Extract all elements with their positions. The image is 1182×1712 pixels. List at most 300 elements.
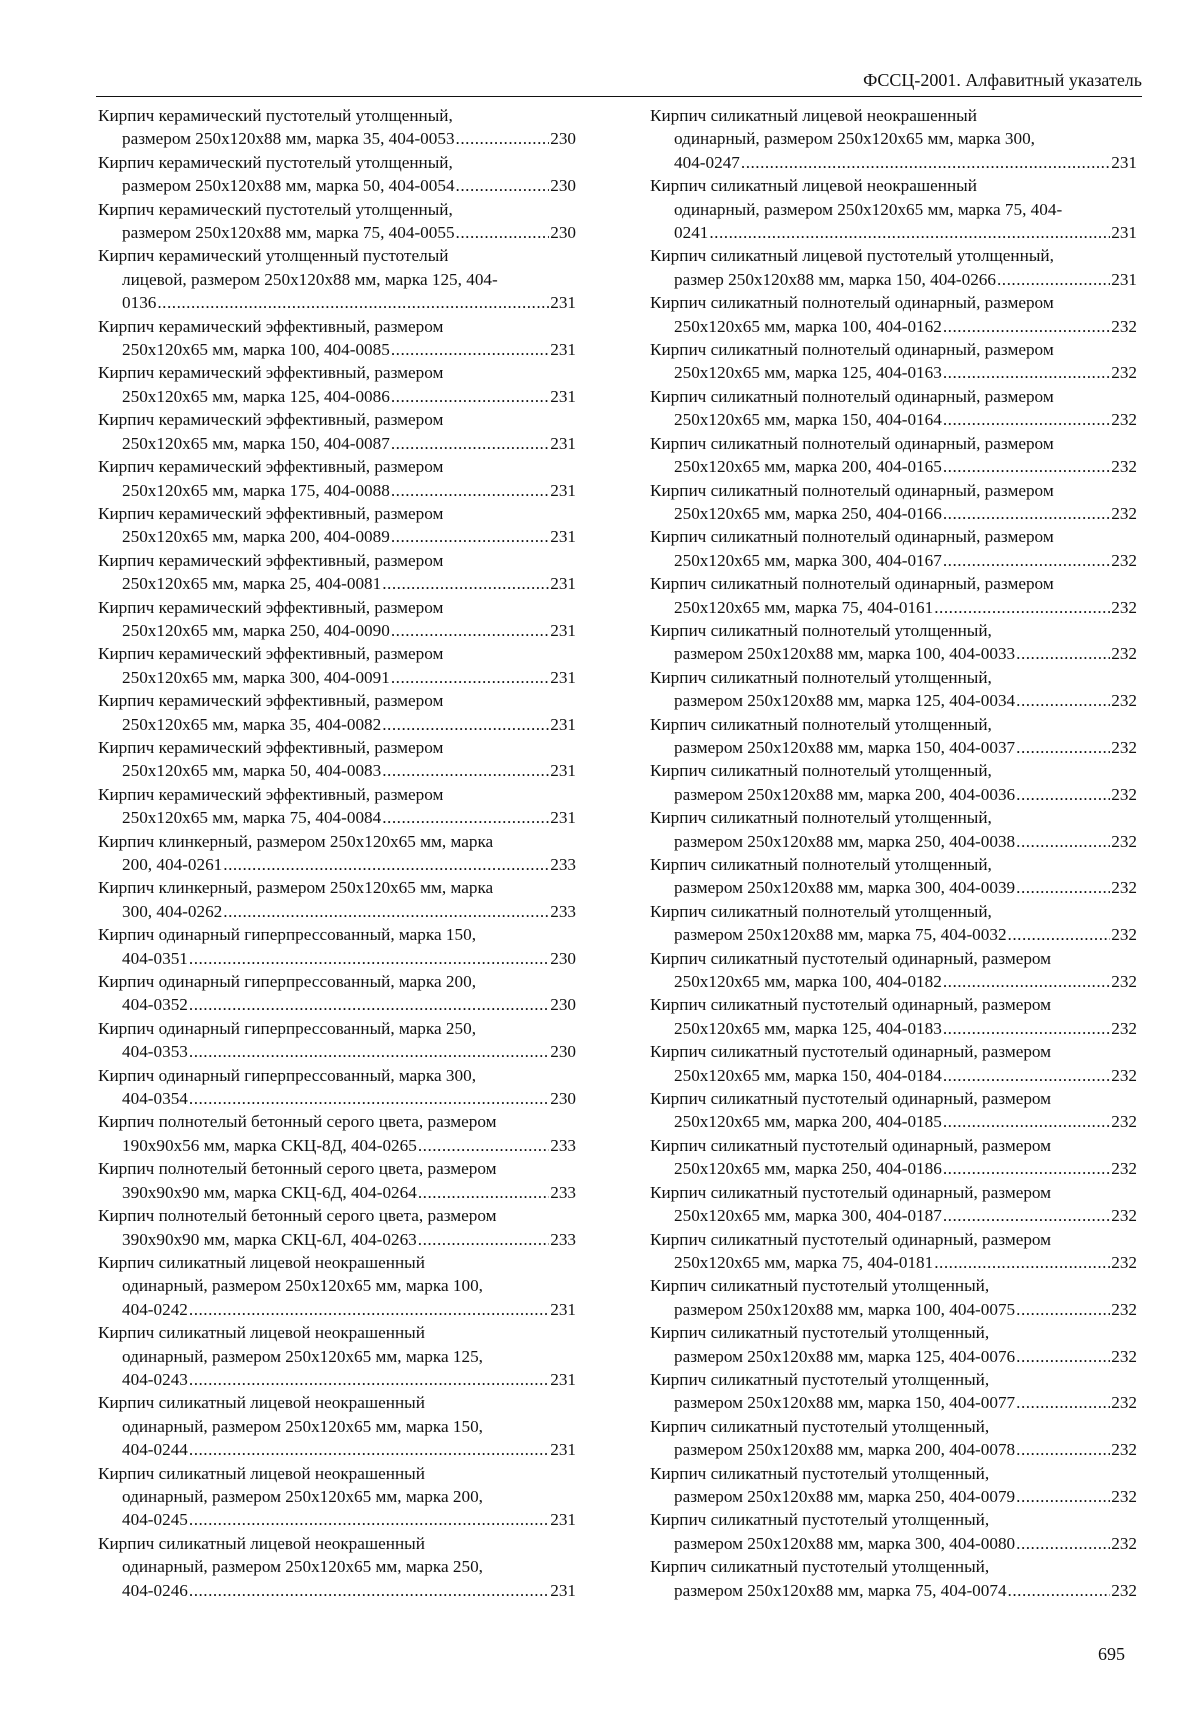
dot-leader xyxy=(189,1040,549,1063)
dot-leader xyxy=(189,993,549,1016)
entry-code: 404-0246 xyxy=(122,1580,188,1600)
entry-title: Кирпич керамический пустотелый утолщенный, xyxy=(98,199,453,219)
entry-details: 250х120х65 мм, марка 125, 404-0086 xyxy=(122,386,390,406)
entry-title: Кирпич одинарный гиперпрессованный, марка 150, xyxy=(98,925,476,945)
entry-code: 404-0244 xyxy=(122,1440,188,1460)
entry-details: 250х120х65 мм, марка 125, 404-0183 xyxy=(674,1018,942,1038)
entry-title: Кирпич силикатный пустотелый одинарный, размером xyxy=(650,1135,1052,1155)
index-entry xyxy=(98,923,576,970)
entry-details: 250х120х65 мм, марка 175, 404-0088 xyxy=(122,480,390,500)
index-entry xyxy=(650,759,1137,806)
entry-page-number: 232 xyxy=(1111,1206,1137,1226)
entry-details: 250х120х65 мм, марка 75, 404-0181 xyxy=(674,1252,934,1272)
entry-details: одинарный, размером 250х120х65 мм, марка 200, xyxy=(122,1486,483,1506)
index-entry xyxy=(650,947,1137,994)
dot-leader xyxy=(456,127,550,150)
dot-leader xyxy=(391,385,549,408)
dot-leader xyxy=(1016,1485,1110,1508)
entry-details: 250х120х65 мм, марка 250, 404-0166 xyxy=(674,503,942,523)
entry-details: размером 250х120х88 мм, марка 200, 404-0078 xyxy=(674,1440,1016,1460)
index-entry xyxy=(98,970,576,1017)
entry-details: 250х120х65 мм, марка 200, 404-0165 xyxy=(674,457,942,477)
entry-details: размером 250х120х88 мм, марка 75, 404-0032 xyxy=(674,925,1007,945)
entry-code: 0241 xyxy=(674,223,709,243)
entry-page-number: 232 xyxy=(1111,410,1137,430)
dot-leader xyxy=(1008,923,1111,946)
entry-page-number: 231 xyxy=(1111,152,1137,172)
dot-leader xyxy=(1016,689,1110,712)
entry-title: Кирпич силикатный пустотелый утолщенный, xyxy=(650,1323,990,1343)
dot-leader xyxy=(1016,876,1110,899)
entry-page-number: 231 xyxy=(550,574,576,594)
entry-details: одинарный, размером 250х120х65 мм, марка 125, xyxy=(122,1346,483,1366)
dot-leader xyxy=(943,361,1110,384)
index-entry xyxy=(650,174,1137,244)
index-entry xyxy=(650,806,1137,853)
index-entry xyxy=(98,689,576,736)
entry-title: Кирпич силикатный лицевой неокрашенный xyxy=(98,1323,425,1343)
index-entry xyxy=(650,1181,1137,1228)
dot-leader xyxy=(943,455,1110,478)
entry-page-number: 230 xyxy=(550,223,576,243)
entry-page-number: 232 xyxy=(1111,363,1137,383)
dot-leader xyxy=(1016,1391,1110,1414)
dot-leader xyxy=(943,1064,1110,1087)
entry-page-number: 231 xyxy=(550,808,576,828)
entry-page-number: 231 xyxy=(1111,223,1137,243)
index-entry xyxy=(650,993,1137,1040)
entry-title: Кирпич керамический пустотелый утолщенный, xyxy=(98,106,453,125)
entry-title: Кирпич керамический эффективный, размером xyxy=(98,784,444,804)
entry-title: Кирпич силикатный пустотелый одинарный, размером xyxy=(650,995,1052,1015)
entry-details: 250х120х65 мм, марка 100, 404-0085 xyxy=(122,340,390,360)
index-entry xyxy=(650,432,1137,479)
entry-details: 250х120х65 мм, марка 35, 404-0082 xyxy=(122,714,382,734)
entry-page-number: 232 xyxy=(1111,1393,1137,1413)
entry-page-number: 232 xyxy=(1111,972,1137,992)
entry-page-number: 232 xyxy=(1111,1346,1137,1366)
dot-leader xyxy=(943,549,1110,572)
dot-leader xyxy=(189,1438,549,1461)
dot-leader xyxy=(943,1157,1110,1180)
entry-page-number: 231 xyxy=(550,480,576,500)
entry-code: 404-0243 xyxy=(122,1369,188,1389)
entry-page-number: 231 xyxy=(550,433,576,453)
entry-details: размером 250х120х88 мм, марка 75, 404-0074 xyxy=(674,1580,1007,1600)
index-entry xyxy=(650,666,1137,713)
entry-title: Кирпич керамический эффективный, размером xyxy=(98,597,444,617)
dot-leader xyxy=(741,151,1110,174)
entry-title: Кирпич клинкерный, размером 250х120х65 мм, марка xyxy=(98,878,494,898)
entry-page-number: 232 xyxy=(1111,316,1137,336)
entry-details: одинарный, размером 250х120х65 мм, марка 150, xyxy=(122,1416,483,1436)
entry-page-number: 232 xyxy=(1111,1112,1137,1132)
index-entry xyxy=(98,1157,576,1204)
entry-title: Кирпич керамический эффективный, размером xyxy=(98,410,444,430)
dot-leader xyxy=(1016,642,1110,665)
entry-code: 404-0247 xyxy=(674,152,740,172)
entry-details: 404-0351 xyxy=(122,948,188,968)
entry-details: размером 250х120х88 мм, марка 35, 404-0053 xyxy=(122,129,455,149)
entry-details: 250х120х65 мм, марка 150, 404-0087 xyxy=(122,433,390,453)
entry-title: Кирпич силикатный полнотелый одинарный, размером xyxy=(650,574,1054,594)
entry-page-number: 232 xyxy=(1111,1486,1137,1506)
dot-leader xyxy=(223,900,549,923)
dot-leader xyxy=(382,806,549,829)
entry-details: размером 250х120х88 мм, марка 50, 404-0054 xyxy=(122,176,455,196)
index-entry xyxy=(650,572,1137,619)
entry-details: размером 250х120х88 мм, марка 125, 404-0076 xyxy=(674,1346,1016,1366)
dot-leader xyxy=(1016,1298,1110,1321)
index-column-right xyxy=(650,104,1137,1602)
entry-details: 250х120х65 мм, марка 250, 404-0186 xyxy=(674,1159,942,1179)
entry-title: Кирпич одинарный гиперпрессованный, марка 250, xyxy=(98,1018,476,1038)
dot-leader xyxy=(391,666,549,689)
entry-title: Кирпич силикатный полнотелый утолщенный, xyxy=(650,620,992,640)
entry-page-number: 232 xyxy=(1111,784,1137,804)
dot-leader xyxy=(943,315,1110,338)
entry-title: Кирпич силикатный пустотелый одинарный, размером xyxy=(650,1089,1052,1109)
index-entry xyxy=(98,1064,576,1111)
entry-title: Кирпич силикатный лицевой неокрашенный xyxy=(98,1393,425,1413)
entry-details: размером 250х120х88 мм, марка 200, 404-0036 xyxy=(674,784,1016,804)
entry-page-number: 232 xyxy=(1111,1252,1137,1272)
dot-leader xyxy=(418,1228,549,1251)
entry-details: 250х120х65 мм, марка 50, 404-0083 xyxy=(122,761,382,781)
index-entry xyxy=(650,525,1137,572)
entry-page-number: 232 xyxy=(1111,1018,1137,1038)
entry-page-number: 232 xyxy=(1111,597,1137,617)
dot-leader xyxy=(1016,736,1110,759)
entry-title: Кирпич силикатный пустотелый утолщенный, xyxy=(650,1276,990,1296)
entry-details: 200, 404-0261 xyxy=(122,855,223,874)
dot-leader xyxy=(391,432,549,455)
entry-details: 190х90х56 мм, марка СКЦ-8Д, 404-0265 xyxy=(122,1135,417,1155)
index-entry xyxy=(650,338,1137,385)
index-entry xyxy=(98,315,576,362)
entry-page-number: 232 xyxy=(1111,1065,1137,1085)
entry-details: размером 250х120х88 мм, марка 250, 404-0038 xyxy=(674,831,1016,851)
entry-page-number: 230 xyxy=(550,1042,576,1062)
entry-title: Кирпич силикатный полнотелый одинарный, размером xyxy=(650,433,1054,453)
entry-title: Кирпич клинкерный, размером 250х120х65 мм, марка xyxy=(98,831,494,851)
entry-title: Кирпич силикатный полнотелый одинарный, размером xyxy=(650,386,1054,406)
index-entry xyxy=(98,361,576,408)
entry-page-number: 231 xyxy=(1111,269,1137,289)
entry-details: 404-0353 xyxy=(122,1042,188,1062)
entry-title: Кирпич силикатный пустотелый одинарный, размером xyxy=(650,1229,1052,1249)
entry-title: Кирпич одинарный гиперпрессованный, марка 200, xyxy=(98,972,476,992)
index-entry xyxy=(650,1228,1137,1275)
page-number: 695 xyxy=(1098,1644,1125,1664)
entry-details: 390х90х90 мм, марка СКЦ-6Л, 404-0263 xyxy=(122,1229,417,1249)
entry-details: 250х120х65 мм, марка 200, 404-0185 xyxy=(674,1112,942,1132)
entry-page-number: 230 xyxy=(550,948,576,968)
entry-title: Кирпич керамический эффективный, размером xyxy=(98,503,444,523)
index-entry xyxy=(98,455,576,502)
entry-title: Кирпич силикатный лицевой неокрашенный xyxy=(650,106,977,125)
index-entry xyxy=(98,1532,576,1602)
entry-details: лицевой, размером 250х120х88 мм, марка 125, 404- xyxy=(122,269,498,289)
index-entry xyxy=(650,1508,1137,1555)
entry-page-number: 232 xyxy=(1111,925,1137,945)
entry-details: размером 250х120х88 мм, марка 150, 404-0037 xyxy=(674,737,1016,757)
index-entry xyxy=(650,713,1137,760)
index-entry xyxy=(98,1204,576,1251)
index-entry xyxy=(650,619,1137,666)
entry-page-number: 232 xyxy=(1111,457,1137,477)
dot-leader xyxy=(934,596,1110,619)
entry-page-number: 231 xyxy=(550,527,576,547)
entry-page-number: 231 xyxy=(550,620,576,640)
index-entry xyxy=(650,853,1137,900)
index-column-left xyxy=(98,104,576,1602)
dot-leader xyxy=(391,338,549,361)
entry-title: Кирпич керамический эффективный, размером xyxy=(98,316,444,336)
entry-page-number: 232 xyxy=(1111,503,1137,523)
entry-title: Кирпич полнотелый бетонный серого цвета, размером xyxy=(98,1206,497,1226)
dot-leader xyxy=(1016,1438,1110,1461)
index-entry xyxy=(98,642,576,689)
entry-page-number: 232 xyxy=(1111,1440,1137,1460)
entry-title: Кирпич силикатный пустотелый одинарный, размером xyxy=(650,948,1052,968)
entry-details: размером 250х120х88 мм, марка 125, 404-0034 xyxy=(674,691,1016,711)
index-entry xyxy=(98,736,576,783)
entry-details: одинарный, размером 250х120х65 мм, марка 250, xyxy=(122,1557,483,1577)
entry-title: Кирпич одинарный гиперпрессованный, марка 300, xyxy=(98,1065,476,1085)
index-entry xyxy=(650,1321,1137,1368)
entry-details: 250х120х65 мм, марка 300, 404-0167 xyxy=(674,550,942,570)
entry-details: 250х120х65 мм, марка 300, 404-0091 xyxy=(122,667,390,687)
entry-title: Кирпич полнотелый бетонный серого цвета, размером xyxy=(98,1159,497,1179)
entry-page-number: 230 xyxy=(550,995,576,1015)
dot-leader xyxy=(391,525,549,548)
entry-page-number: 232 xyxy=(1111,691,1137,711)
entry-page-number: 231 xyxy=(550,1580,576,1600)
entry-details: 250х120х65 мм, марка 100, 404-0182 xyxy=(674,972,942,992)
entry-details: 250х120х65 мм, марка 250, 404-0090 xyxy=(122,620,390,640)
dot-leader xyxy=(709,221,1110,244)
dot-leader xyxy=(189,1087,549,1110)
entry-title: Кирпич силикатный лицевой неокрашенный xyxy=(650,176,977,196)
entry-page-number: 231 xyxy=(550,1299,576,1319)
entry-page-number: 233 xyxy=(550,1229,576,1249)
index-entry xyxy=(650,104,1137,174)
dot-leader xyxy=(1016,783,1110,806)
dot-leader xyxy=(456,221,550,244)
index-entry xyxy=(98,1110,576,1157)
entry-details: 250х120х65 мм, марка 25, 404-0081 xyxy=(122,574,382,594)
dot-leader xyxy=(456,174,550,197)
index-entry xyxy=(98,876,576,923)
index-entry xyxy=(98,408,576,455)
entry-page-number: 232 xyxy=(1111,550,1137,570)
index-entry xyxy=(98,783,576,830)
dot-leader xyxy=(943,970,1110,993)
entry-title: Кирпич силикатный пустотелый утолщенный, xyxy=(650,1369,990,1389)
entry-title: Кирпич силикатный полнотелый одинарный, размером xyxy=(650,340,1054,360)
entry-title: Кирпич керамический эффективный, размером xyxy=(98,737,444,757)
index-entry xyxy=(650,291,1137,338)
entry-details: размером 250х120х88 мм, марка 100, 404-0033 xyxy=(674,644,1016,664)
entry-title: Кирпич силикатный полнотелый одинарный, размером xyxy=(650,293,1054,313)
entry-page-number: 232 xyxy=(1111,878,1137,898)
entry-details: размером 250х120х88 мм, марка 300, 404-0080 xyxy=(674,1533,1016,1553)
entry-page-number: 231 xyxy=(550,667,576,687)
header-title: ФССЦ-2001. Алфавитный указатель xyxy=(863,70,1142,90)
entry-code: 0136 xyxy=(122,293,157,313)
entry-code: 404-0245 xyxy=(122,1510,188,1530)
entry-page-number: 232 xyxy=(1111,1299,1137,1319)
index-entry xyxy=(98,1251,576,1321)
index-entry xyxy=(650,900,1137,947)
entry-details: размер 250х120х88 мм, марка 150, 404-0266 xyxy=(674,269,996,289)
entry-details: одинарный, размером 250х120х65 мм, марка 100, xyxy=(122,1276,483,1296)
entry-details: 250х120х65 мм, марка 200, 404-0089 xyxy=(122,527,390,547)
entry-title: Кирпич керамический утолщенный пустотелый xyxy=(98,246,449,266)
index-entry xyxy=(650,1087,1137,1134)
entry-page-number: 232 xyxy=(1111,1533,1137,1553)
index-entry xyxy=(650,1274,1137,1321)
entry-details: 250х120х65 мм, марка 75, 404-0161 xyxy=(674,597,934,617)
entry-title: Кирпич силикатный полнотелый одинарный, размером xyxy=(650,527,1054,547)
entry-title: Кирпич силикатный пустотелый утолщенный, xyxy=(650,1510,990,1530)
entry-title: Кирпич керамический эффективный, размером xyxy=(98,644,444,664)
index-entry xyxy=(650,1415,1137,1462)
entry-page-number: 231 xyxy=(550,1369,576,1389)
entry-page-number: 233 xyxy=(550,855,576,874)
entry-page-number: 231 xyxy=(550,761,576,781)
running-header xyxy=(96,64,1142,97)
entry-page-number: 231 xyxy=(550,386,576,406)
entry-title: Кирпич керамический эффективный, размером xyxy=(98,550,444,570)
dot-leader xyxy=(189,1298,549,1321)
entry-title: Кирпич силикатный пустотелый утолщенный, xyxy=(650,1463,990,1483)
entry-title: Кирпич силикатный полнотелый утолщенный, xyxy=(650,901,992,921)
entry-details: 404-0354 xyxy=(122,1089,188,1109)
dot-leader xyxy=(943,502,1110,525)
entry-page-number: 231 xyxy=(550,1510,576,1530)
entry-details: 250х120х65 мм, марка 75, 404-0084 xyxy=(122,808,382,828)
dot-leader xyxy=(1008,1579,1111,1602)
entry-page-number: 231 xyxy=(550,340,576,360)
index-entry xyxy=(98,1321,576,1391)
entry-details: размером 250х120х88 мм, марка 250, 404-0079 xyxy=(674,1486,1016,1506)
dot-leader xyxy=(943,1110,1110,1133)
entry-page-number: 232 xyxy=(1111,1580,1137,1600)
index-entry xyxy=(98,549,576,596)
entry-details: размером 250х120х88 мм, марка 100, 404-0075 xyxy=(674,1299,1016,1319)
dot-leader xyxy=(189,1579,549,1602)
entry-details: 250х120х65 мм, марка 125, 404-0163 xyxy=(674,363,942,383)
index-entry xyxy=(98,596,576,643)
entry-page-number: 230 xyxy=(550,1089,576,1109)
entry-page-number: 232 xyxy=(1111,644,1137,664)
entry-page-number: 232 xyxy=(1111,831,1137,851)
entry-details: 250х120х65 мм, марка 150, 404-0164 xyxy=(674,410,942,430)
entry-page-number: 232 xyxy=(1111,1159,1137,1179)
entry-details: 250х120х65 мм, марка 300, 404-0187 xyxy=(674,1206,942,1226)
entry-details: 250х120х65 мм, марка 100, 404-0162 xyxy=(674,316,942,336)
index-entry xyxy=(650,385,1137,432)
entry-title: Кирпич силикатный полнотелый утолщенный, xyxy=(650,761,992,781)
index-entry xyxy=(98,830,576,877)
entry-title: Кирпич силикатный полнотелый утолщенный, xyxy=(650,667,992,687)
dot-leader xyxy=(1016,1532,1110,1555)
index-entry xyxy=(650,1555,1137,1602)
dot-leader xyxy=(189,947,549,970)
index-entry xyxy=(98,244,576,314)
dot-leader xyxy=(1016,830,1110,853)
entry-title: Кирпич силикатный полнотелый утолщенный, xyxy=(650,714,992,734)
entry-title: Кирпич силикатный полнотелый одинарный, размером xyxy=(650,480,1054,500)
index-entry xyxy=(650,244,1137,291)
entry-page-number: 232 xyxy=(1111,737,1137,757)
index-entry xyxy=(98,151,576,198)
dot-leader xyxy=(223,853,549,876)
dot-leader xyxy=(157,291,549,314)
entry-title: Кирпич силикатный полнотелый утолщенный, xyxy=(650,855,992,874)
entry-details: 404-0352 xyxy=(122,995,188,1015)
dot-leader xyxy=(943,408,1110,431)
index-entry xyxy=(650,1368,1137,1415)
dot-leader xyxy=(382,759,549,782)
entry-details: 390х90х90 мм, марка СКЦ-6Д, 404-0264 xyxy=(122,1182,417,1202)
index-entry xyxy=(650,479,1137,526)
index-entry xyxy=(98,1391,576,1461)
entry-title: Кирпич силикатный лицевой неокрашенный xyxy=(98,1533,425,1553)
entry-page-number: 231 xyxy=(550,714,576,734)
dot-leader xyxy=(382,572,549,595)
dot-leader xyxy=(189,1368,549,1391)
entry-title: Кирпич полнотелый бетонный серого цвета, размером xyxy=(98,1112,497,1132)
index-entry xyxy=(98,1017,576,1064)
entry-details: одинарный, размером 250х120х65 мм, марка 300, xyxy=(674,129,1035,149)
entry-details: размером 250х120х88 мм, марка 75, 404-0055 xyxy=(122,223,455,243)
index-entry xyxy=(650,1040,1137,1087)
entry-title: Кирпич силикатный лицевой неокрашенный xyxy=(98,1252,425,1272)
entry-title: Кирпич керамический эффективный, размером xyxy=(98,457,444,477)
dot-leader xyxy=(391,479,549,502)
entry-code: 404-0242 xyxy=(122,1299,188,1319)
index-entry xyxy=(98,1462,576,1532)
dot-leader xyxy=(382,713,549,736)
entry-details: размером 250х120х88 мм, марка 150, 404-0077 xyxy=(674,1393,1016,1413)
dot-leader xyxy=(1016,1345,1110,1368)
entry-title: Кирпич силикатный пустотелый одинарный, размером xyxy=(650,1182,1052,1202)
dot-leader xyxy=(189,1508,549,1531)
entry-page-number: 233 xyxy=(550,1182,576,1202)
dot-leader xyxy=(391,619,549,642)
entry-details: одинарный, размером 250х120х65 мм, марка 75, 404- xyxy=(674,199,1063,219)
entry-title: Кирпич силикатный пустотелый одинарный, размером xyxy=(650,1042,1052,1062)
entry-title: Кирпич силикатный пустотелый утолщенный, xyxy=(650,1557,990,1577)
dot-leader xyxy=(997,268,1110,291)
entry-title: Кирпич силикатный лицевой пустотелый утолщенный, xyxy=(650,246,1054,266)
entry-title: Кирпич керамический эффективный, размером xyxy=(98,691,444,711)
index-entry xyxy=(650,1462,1137,1509)
index-entry xyxy=(98,104,576,151)
entry-page-number: 230 xyxy=(550,129,576,149)
entry-page-number: 231 xyxy=(550,293,576,313)
entry-details: размером 250х120х88 мм, марка 300, 404-0039 xyxy=(674,878,1016,898)
dot-leader xyxy=(934,1251,1110,1274)
entry-details: 250х120х65 мм, марка 150, 404-0184 xyxy=(674,1065,942,1085)
dot-leader xyxy=(418,1181,549,1204)
dot-leader xyxy=(418,1134,549,1157)
entry-title: Кирпич силикатный полнотелый утолщенный, xyxy=(650,808,992,828)
index-entry xyxy=(98,502,576,549)
